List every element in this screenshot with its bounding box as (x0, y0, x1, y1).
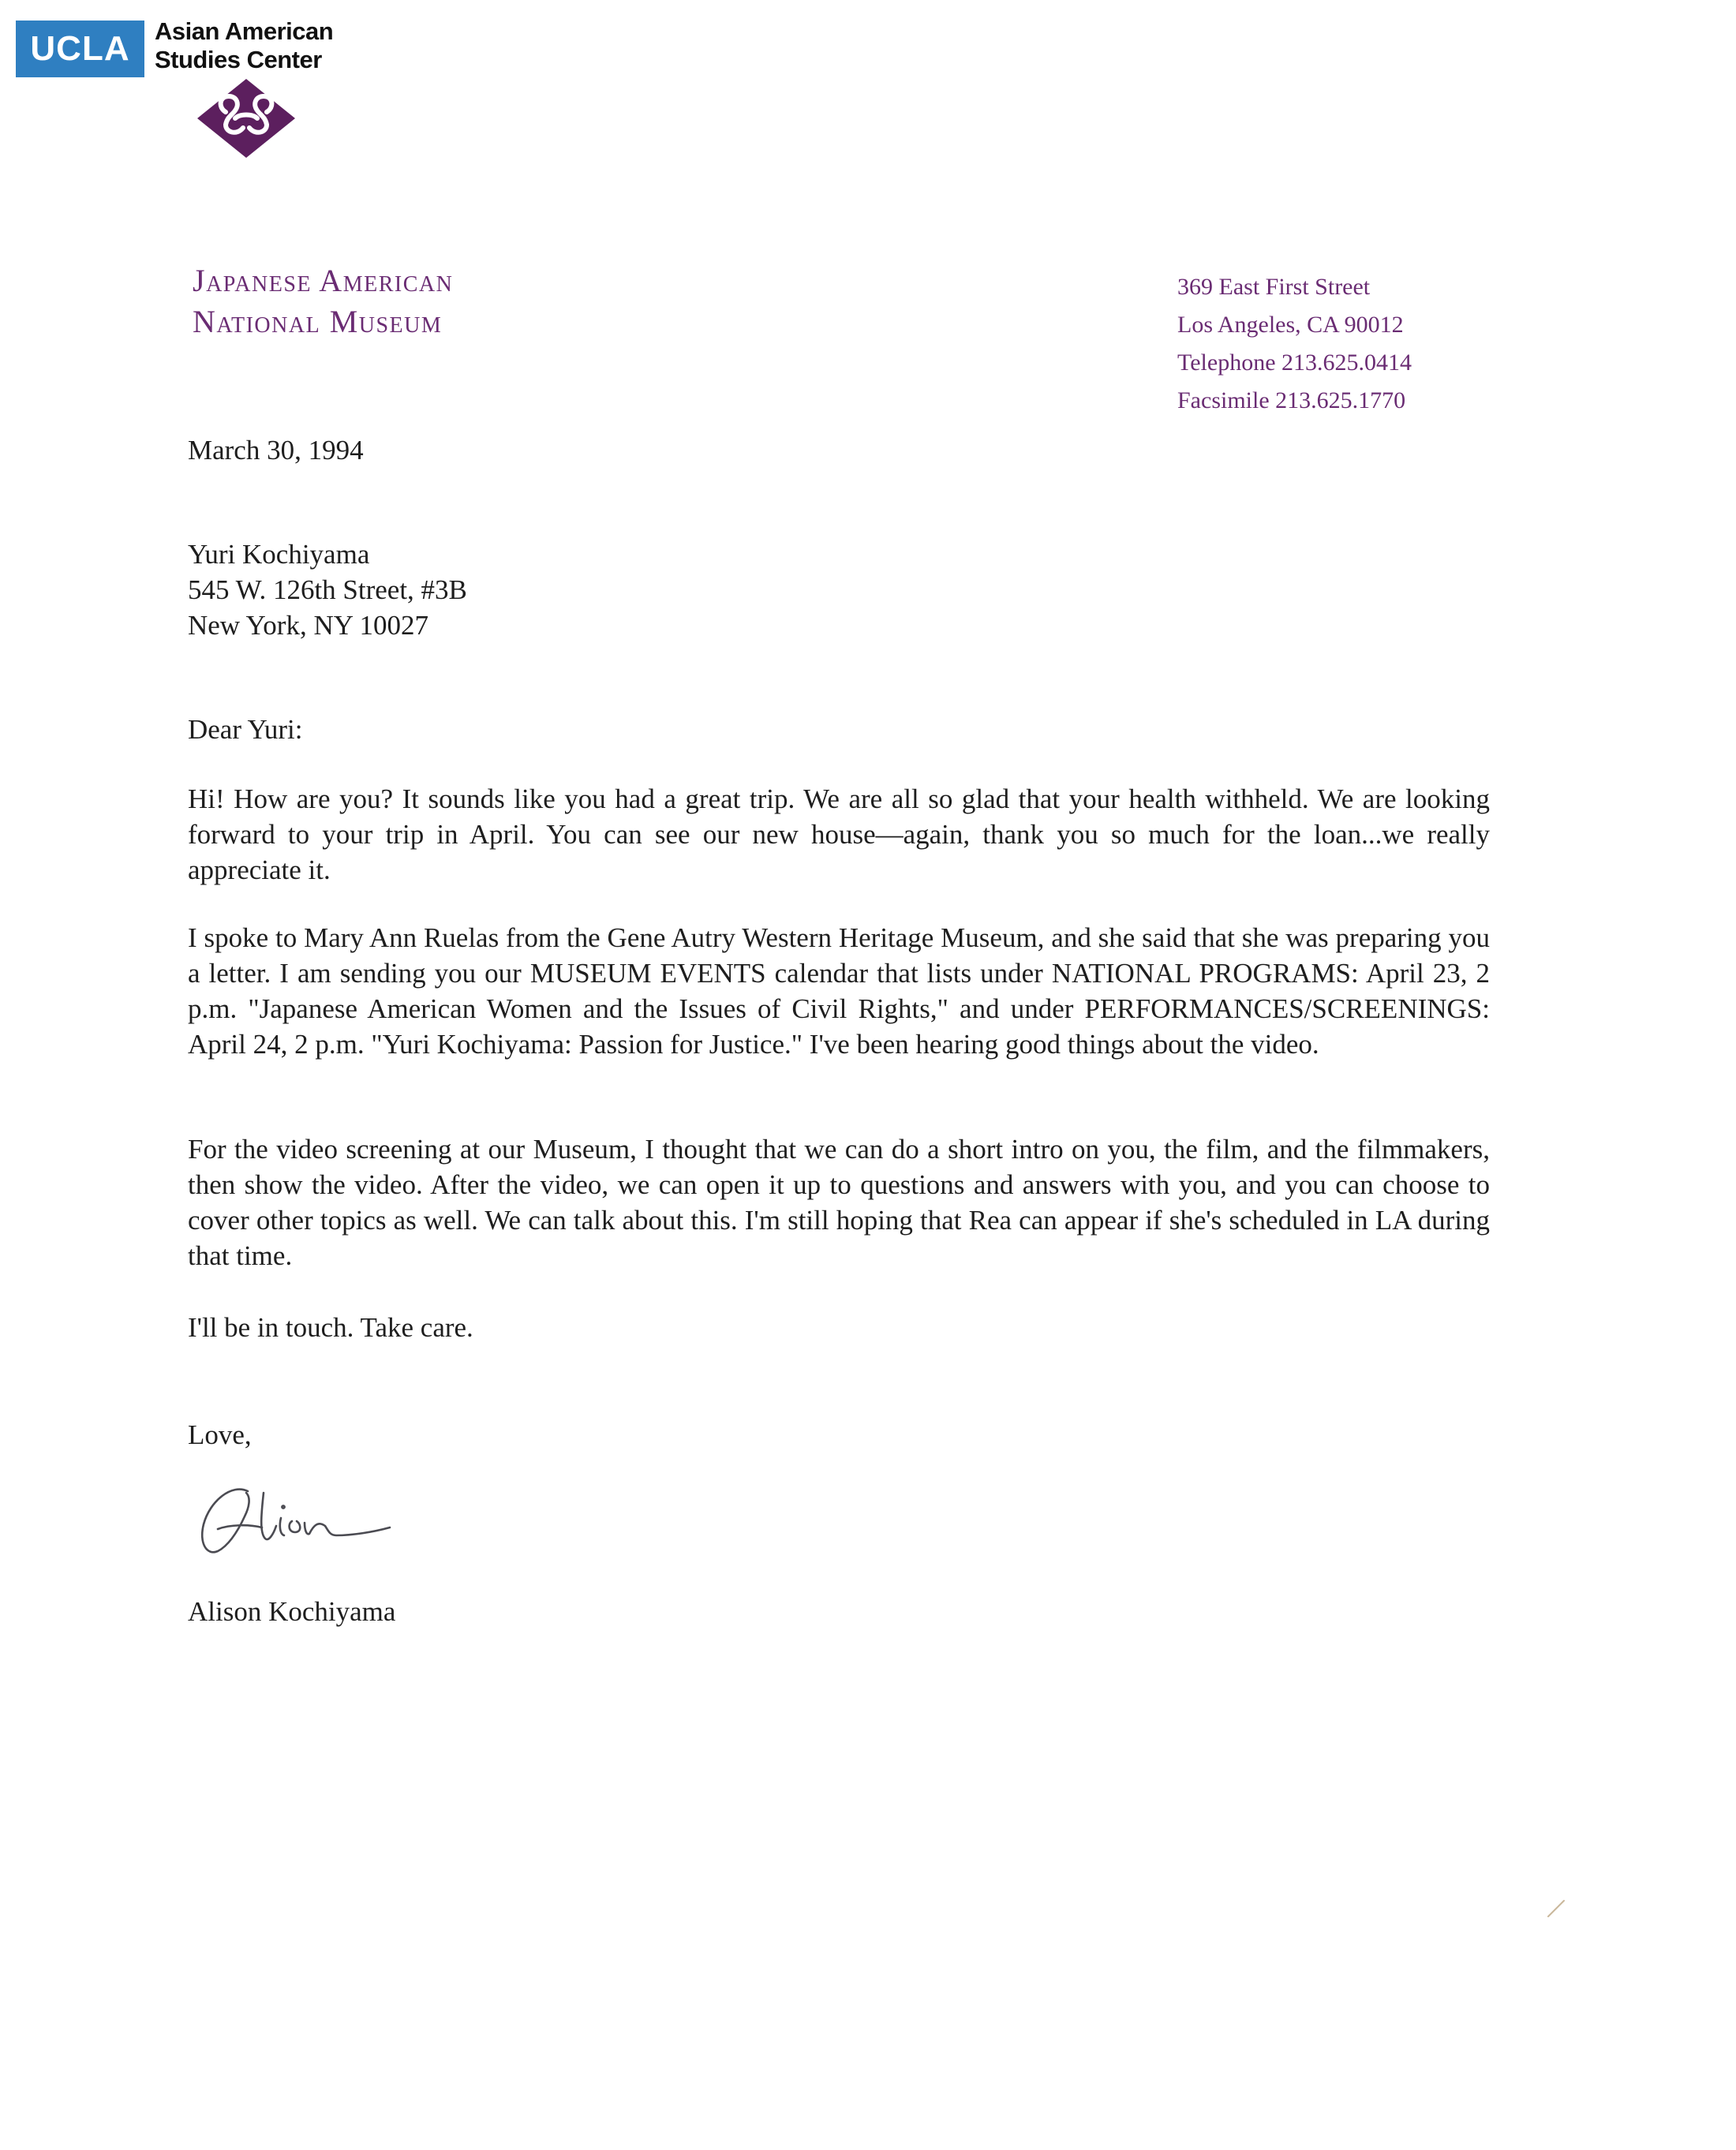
sender-name: Alison Kochiyama (188, 1596, 396, 1627)
diamond-emblem-icon (194, 76, 298, 161)
address-street: 369 East First Street (1177, 274, 1371, 300)
body-paragraph-4: I'll be in touch. Take care. (188, 1312, 473, 1343)
center-name-line2: Studies Center (155, 46, 322, 73)
address-telephone: Telephone 213.625.0414 (1177, 350, 1412, 376)
address-facsimile: Facsimile 213.625.1770 (1177, 387, 1406, 413)
recipient-city: New York, NY 10027 (188, 610, 428, 641)
recipient-street: 545 W. 126th Street, #3B (188, 574, 467, 605)
address-city: Los Angeles, CA 90012 (1177, 312, 1404, 338)
recipient-name: Yuri Kochiyama (188, 539, 370, 570)
ucla-logo (16, 21, 144, 77)
salutation: Dear Yuri: (188, 714, 303, 745)
body-paragraph-1: Hi! How are you? It sounds like you had a great trip. We are all so glad that your health withheld. We are looking forward to your trip in April. You can see our new house—again, thank you so much for the loan...we really appreciate it. (188, 783, 1490, 885)
body-paragraph-3: For the video screening at our Museum, I thought that we can do a short intro on you, the film, and the filmmakers, then show the video. After the video, we can open it up to questions and answers with you, and you can choose to cover other topics as well. We can talk about this. I'm still hoping that Rea can appear if she's scheduled in LA during that time. (188, 1134, 1490, 1271)
museum-address (1177, 268, 1412, 420)
museum-name (193, 260, 453, 342)
center-name-line1: Asian American (155, 17, 334, 45)
recipient-address (188, 537, 1490, 643)
center-name (155, 17, 333, 74)
body-paragraph-2: I spoke to Mary Ann Ruelas from the Gene Autry Western Heritage Museum, and she said that she was preparing you a letter. I am sending you our MUSEUM EVENTS calendar that lists under NATIONAL PROGRAMS: April 23, 2 p.m. "Japanese American Women and the Issues of Civil Rights," and under PERFORMANCES/SCREENINGS: April 24, 2 p.m. "Yuri Kochiyama: Passion for Justice." I've been hearing good things about the video. (188, 922, 1490, 1060)
stray-pen-mark (1545, 1898, 1567, 1920)
museum-name-line1: Japanese American (193, 263, 454, 298)
letter-date: March 30, 1994 (188, 435, 364, 466)
closing: Love, (188, 1419, 252, 1450)
museum-name-line2: National Museum (193, 304, 443, 339)
ucla-logo-text: UCLA (30, 29, 130, 68)
handwritten-signature (186, 1469, 399, 1572)
